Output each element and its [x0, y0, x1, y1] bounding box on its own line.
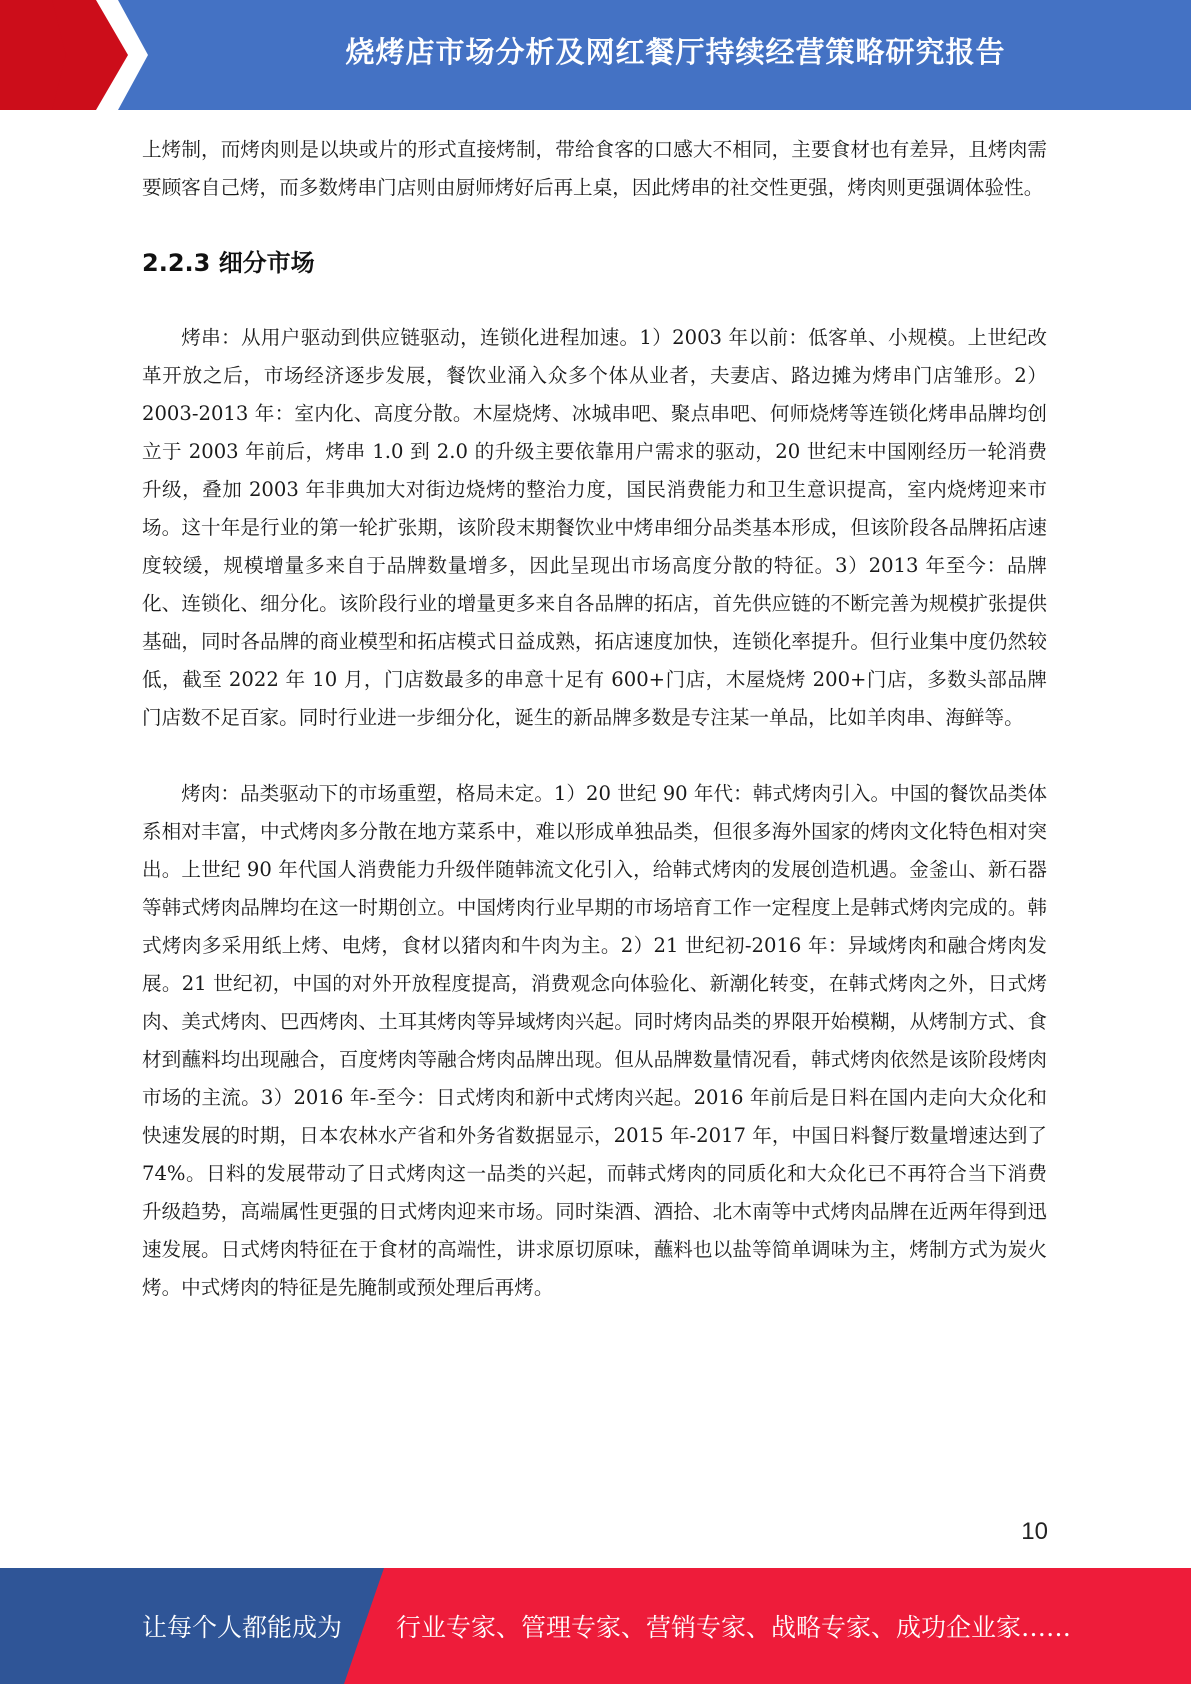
paragraph-spacer [142, 737, 1047, 775]
page-footer [0, 1568, 1191, 1684]
document-body [142, 131, 1047, 1307]
paragraph-intro: 上烤制，而烤肉则是以块或片的形式直接烤制，带给食客的口感大不相同，主要食材也有差异，且烤肉需要顾客自己烤，而多数烤串门店则由厨师烤好后再上桌，因此烤串的社交性更强，烤肉则更强调体验性。 [142, 138, 1047, 199]
section-heading: 2.2.3 细分市场 [142, 249, 315, 277]
page-header [0, 0, 1191, 110]
paragraph-kaochuan: 烤串：从用户驱动到供应链驱动，连锁化进程加速。1）2003 年以前：低客单、小规模。上世纪改革开放之后，市场经济逐步发展，餐饮业涌入众多个体从业者，夫妻店、路边摊为烤串门店雏形。2）2003-2013 年：室内化、高度分散。木屋烧烤、冰城串吧、聚点串吧、何师烧烤等连锁化烤串品牌均创立于 2003 年前后，烤串 1.0 到 2.0 的升级主要依靠用户需求的驱动，20 世纪末中国刚经历一轮消费升级，叠加 2003 年非典加大对街边烧烤的整治力度，国民消费能力和卫生意识提高，室内烧烤迎来市场。这十年是行业的第一轮扩张期，该阶段末期餐饮业中烤串细分品类基本形成，但该阶段各品牌拓店速度较缓，规模增量多来自于品牌数量增多，因此呈现出市场高度分散的特征。3）2013 年至今：品牌化、连锁化、细分化。该阶段行业的增量更多来自各品牌的拓店，首先供应链的不断完善为规模扩张提供基础，同时各品牌的商业模型和拓店模式日益成熟，拓店速度加快，连锁化率提升。但行业集中度仍然较低，截至 2022 年 10 月，门店数最多的串意十足有 600+门店，木屋烧烤 200+门店，多数头部品牌门店数不足百家。同时行业进一步细分化，诞生的新品牌多数是专注某一单品，比如羊肉串、海鲜等。 [142, 326, 1047, 729]
footer-slogan-right: 行业专家、管理专家、营销专家、战略专家、成功企业家…… [396, 1613, 1072, 1642]
footer-slogan-left: 让每个人都能成为 [142, 1613, 343, 1642]
paragraph-kaorou: 烤肉：品类驱动下的市场重塑，格局未定。1）20 世纪 90 年代：韩式烤肉引入。中国的餐饮品类体系相对丰富，中式烤肉多分散在地方菜系中，难以形成单独品类，但很多海外国家的烤肉文化特色相对突出。上世纪 90 年代国人消费能力升级伴随韩流文化引入，给韩式烤肉的发展创造机遇。金釜山、新石器等韩式烤肉品牌均在这一时期创立。中国烤肉行业早期的市场培育工作一定程度上是韩式烤肉完成的。韩式烤肉多采用纸上烤、电烤，食材以猪肉和牛肉为主。2）21 世纪初-2016 年：异域烤肉和融合烤肉发展。21 世纪初，中国的对外开放程度提高，消费观念向体验化、新潮化转变，在韩式烤肉之外，日式烤肉、美式烤肉、巴西烤肉、土耳其烤肉等异域烤肉兴起。同时烤肉品类的界限开始模糊，从烤制方式、食材到蘸料均出现融合，百度烤肉等融合烤肉品牌出现。但从品牌数量情况看，韩式烤肉依然是该阶段烤肉市场的主流。3）2016 年-至今：日式烤肉和新中式烤肉兴起。2016 年前后是日料在国内走向大众化和快速发展的时期，日本农林水产省和外务省数据显示，2015 年-2017 年，中国日料餐厅数量增速达到了 74%。日料的发展带动了日式烤肉这一品类的兴起，而韩式烤肉的同质化和大众化已不再符合当下消费升级趋势，高端属性更强的日式烤肉迎来市场。同时柒酒、酒拾、北木南等中式烤肉品牌在近两年得到迅速发展。日式烤肉特征在于食材的高端性，讲求原切原味，蘸料也以盐等简单调味为主，烤制方式为炭火烤。中式烤肉的特征是先腌制或预处理后再烤。 [142, 782, 1047, 1299]
page-number: 10 [1021, 1518, 1048, 1545]
document-title: 烧烤店市场分析及网红餐厅持续经营策略研究报告 [345, 34, 1006, 69]
